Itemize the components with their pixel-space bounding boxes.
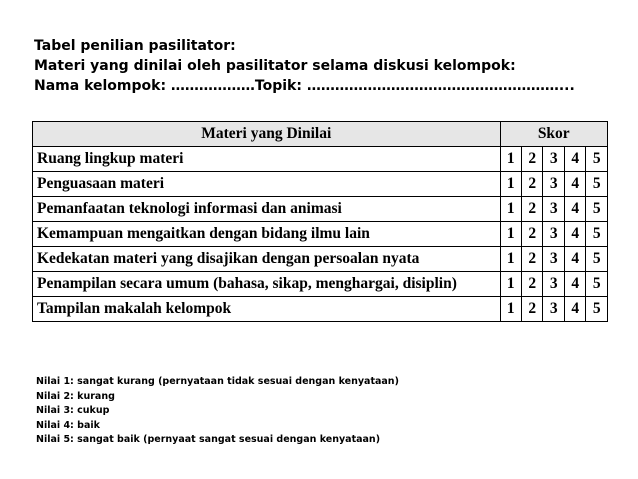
header-subtitle: Materi yang dinilai oleh pasilitator selama diskusi kelompok: [34,58,516,74]
table-row [33,272,608,297]
score-cell: 1 [500,297,521,322]
score-cell: 5 [586,172,608,197]
score-cell: 1 [500,147,521,172]
score-cell: 3 [543,297,564,322]
score-cell: 4 [564,222,585,247]
legend-item: Nilai 4: baik [36,419,100,431]
column-header-score: Skor [500,122,607,147]
score-cell: 2 [522,147,543,172]
score-cell: 5 [586,197,608,222]
score-cell: 5 [586,147,608,172]
score-legend [36,375,399,448]
score-cell: 3 [543,247,564,272]
table-row [33,222,608,247]
table-row [33,247,608,272]
score-cell: 4 [564,297,585,322]
score-cell: 3 [543,147,564,172]
score-cell: 4 [564,272,585,297]
score-cell: 4 [564,172,585,197]
score-cell: 1 [500,272,521,297]
score-cell: 3 [543,172,564,197]
score-cell: 3 [543,272,564,297]
table-row [33,147,608,172]
criteria-cell: Pemanfaatan teknologi informasi dan animasi [33,197,501,222]
score-cell: 2 [522,272,543,297]
criteria-cell: Penampilan secara umum (bahasa, sikap, menghargai, disiplin) [33,272,501,297]
score-cell: 2 [522,247,543,272]
legend-item: Nilai 5: sangat baik (pernyaat sangat sesuai dengan kenyataan) [36,434,381,445]
legend-item: Nilai 1: sangat kurang (pernyataan tidak sesuai dengan kenyataan) [36,376,399,387]
score-cell: 2 [522,172,543,197]
score-cell: 3 [543,197,564,222]
score-cell: 5 [586,272,608,297]
score-cell: 1 [500,247,521,272]
score-cell: 5 [586,222,608,247]
score-cell: 4 [564,247,585,272]
criteria-cell: Kedekatan materi yang disajikan dengan persoalan nyata [33,247,501,272]
criteria-cell: Tampilan makalah kelompok [33,297,501,322]
table-row [33,197,608,222]
assessment-table [32,121,608,322]
legend-item: Nilai 2: kurang [36,390,115,402]
header-group-topic: Nama kelompok: ………………Topik: ………………………………………………... [34,78,575,94]
score-cell: 2 [522,297,543,322]
criteria-cell: Penguasaan materi [33,172,501,197]
score-cell: 1 [500,197,521,222]
table-row [33,172,608,197]
table-header-row [33,122,608,147]
score-cell: 1 [500,172,521,197]
score-cell: 4 [564,147,585,172]
criteria-cell: Kemampuan mengaitkan dengan bidang ilmu lain [33,222,501,247]
document-header [34,36,575,96]
score-cell: 4 [564,197,585,222]
legend-item: Nilai 3: cukup [36,405,110,416]
score-cell: 3 [543,222,564,247]
score-cell: 2 [522,197,543,222]
score-cell: 1 [500,222,521,247]
criteria-cell: Ruang lingkup materi [33,147,501,172]
table-row [33,297,608,322]
header-title: Tabel penilian pasilitator: [34,38,236,54]
score-cell: 2 [522,222,543,247]
column-header-criteria: Materi yang Dinilai [33,122,501,147]
score-cell: 5 [586,247,608,272]
score-cell: 5 [586,297,608,322]
